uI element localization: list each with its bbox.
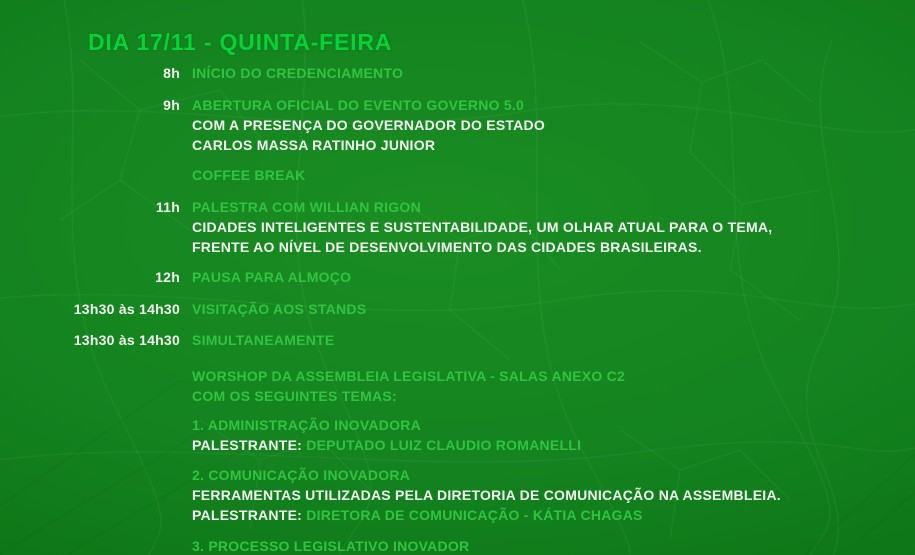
time-label: 9h xyxy=(163,97,180,113)
topic-title: 1. ADMINISTRAÇÃO INOVADORA xyxy=(192,417,421,433)
topic-speaker xyxy=(192,505,781,525)
event-title: COFFEE BREAK xyxy=(192,167,306,183)
time-label: 13h30 às 14h30 xyxy=(73,332,180,348)
schedule-row-11h xyxy=(0,197,915,257)
topic-description: FERRAMENTAS UTILIZADAS PELA DIRETORIA DE COMUNICAÇÃO NA ASSEMBLEIA. xyxy=(192,487,781,503)
speaker-label: PALESTRANTE: xyxy=(192,507,303,523)
schedule-row-simultaneamente xyxy=(0,330,915,350)
workshop-subtitle: COM OS SEGUINTES TEMAS: xyxy=(192,388,397,404)
event-title: SIMULTANEAMENTE xyxy=(192,332,335,348)
schedule-row-9h xyxy=(0,95,915,155)
event-detail: FRENTE AO NÍVEL DE DESENVOLVIMENTO DAS CIDADES BRASILEIRAS. xyxy=(192,239,702,255)
event-detail: CARLOS MASSA RATINHO JUNIOR xyxy=(192,137,436,153)
workshop-heading xyxy=(0,366,915,406)
event-title: VISITAÇÃO AOS STANDS xyxy=(192,301,367,317)
time-label: 8h xyxy=(163,65,180,81)
topic-title: 3. PROCESSO LEGISLATIVO INOVADOR xyxy=(192,538,470,554)
workshop-topic-3 xyxy=(0,536,915,555)
speaker-label: PALESTRANTE: xyxy=(192,437,303,453)
schedule-row-coffee-break xyxy=(0,165,915,185)
time-label: 11h xyxy=(155,199,180,215)
schedule-row-stands xyxy=(0,299,915,319)
time-label: 12h xyxy=(155,269,180,285)
schedule-row-12h xyxy=(0,267,915,287)
workshop-title: WORSHOP DA ASSEMBLEIA LEGISLATIVA - SALAS ANEXO C2 xyxy=(192,368,626,384)
event-title: PALESTRA COM WILLIAN RIGON xyxy=(192,199,421,215)
speaker-name: DEPUTADO LUIZ CLAUDIO ROMANELLI xyxy=(306,437,582,453)
topic-title: 2. COMUNICAÇÃO INOVADORA xyxy=(192,467,411,483)
event-title: INÍCIO DO CREDENCIAMENTO xyxy=(192,65,404,81)
day-title: DIA 17/11 - QUINTA-FEIRA xyxy=(88,29,393,55)
event-title: PAUSA PARA ALMOÇO xyxy=(192,269,352,285)
speaker-name: DIRETORA DE COMUNICAÇÃO - KÁTIA CHAGAS xyxy=(306,507,643,523)
workshop-topic-1 xyxy=(0,415,915,455)
schedule-row-8h xyxy=(0,63,915,83)
topic-speaker xyxy=(192,435,581,455)
event-detail: CIDADES INTELIGENTES E SUSTENTABILIDADE, UM OLHAR ATUAL PARA O TEMA, xyxy=(192,219,773,235)
workshop-topic-2 xyxy=(0,465,915,525)
event-detail: COM A PRESENÇA DO GOVERNADOR DO ESTADO xyxy=(192,117,546,133)
time-label: 13h30 às 14h30 xyxy=(73,301,180,317)
event-title: ABERTURA OFICIAL DO EVENTO GOVERNO 5.0 xyxy=(192,97,525,113)
